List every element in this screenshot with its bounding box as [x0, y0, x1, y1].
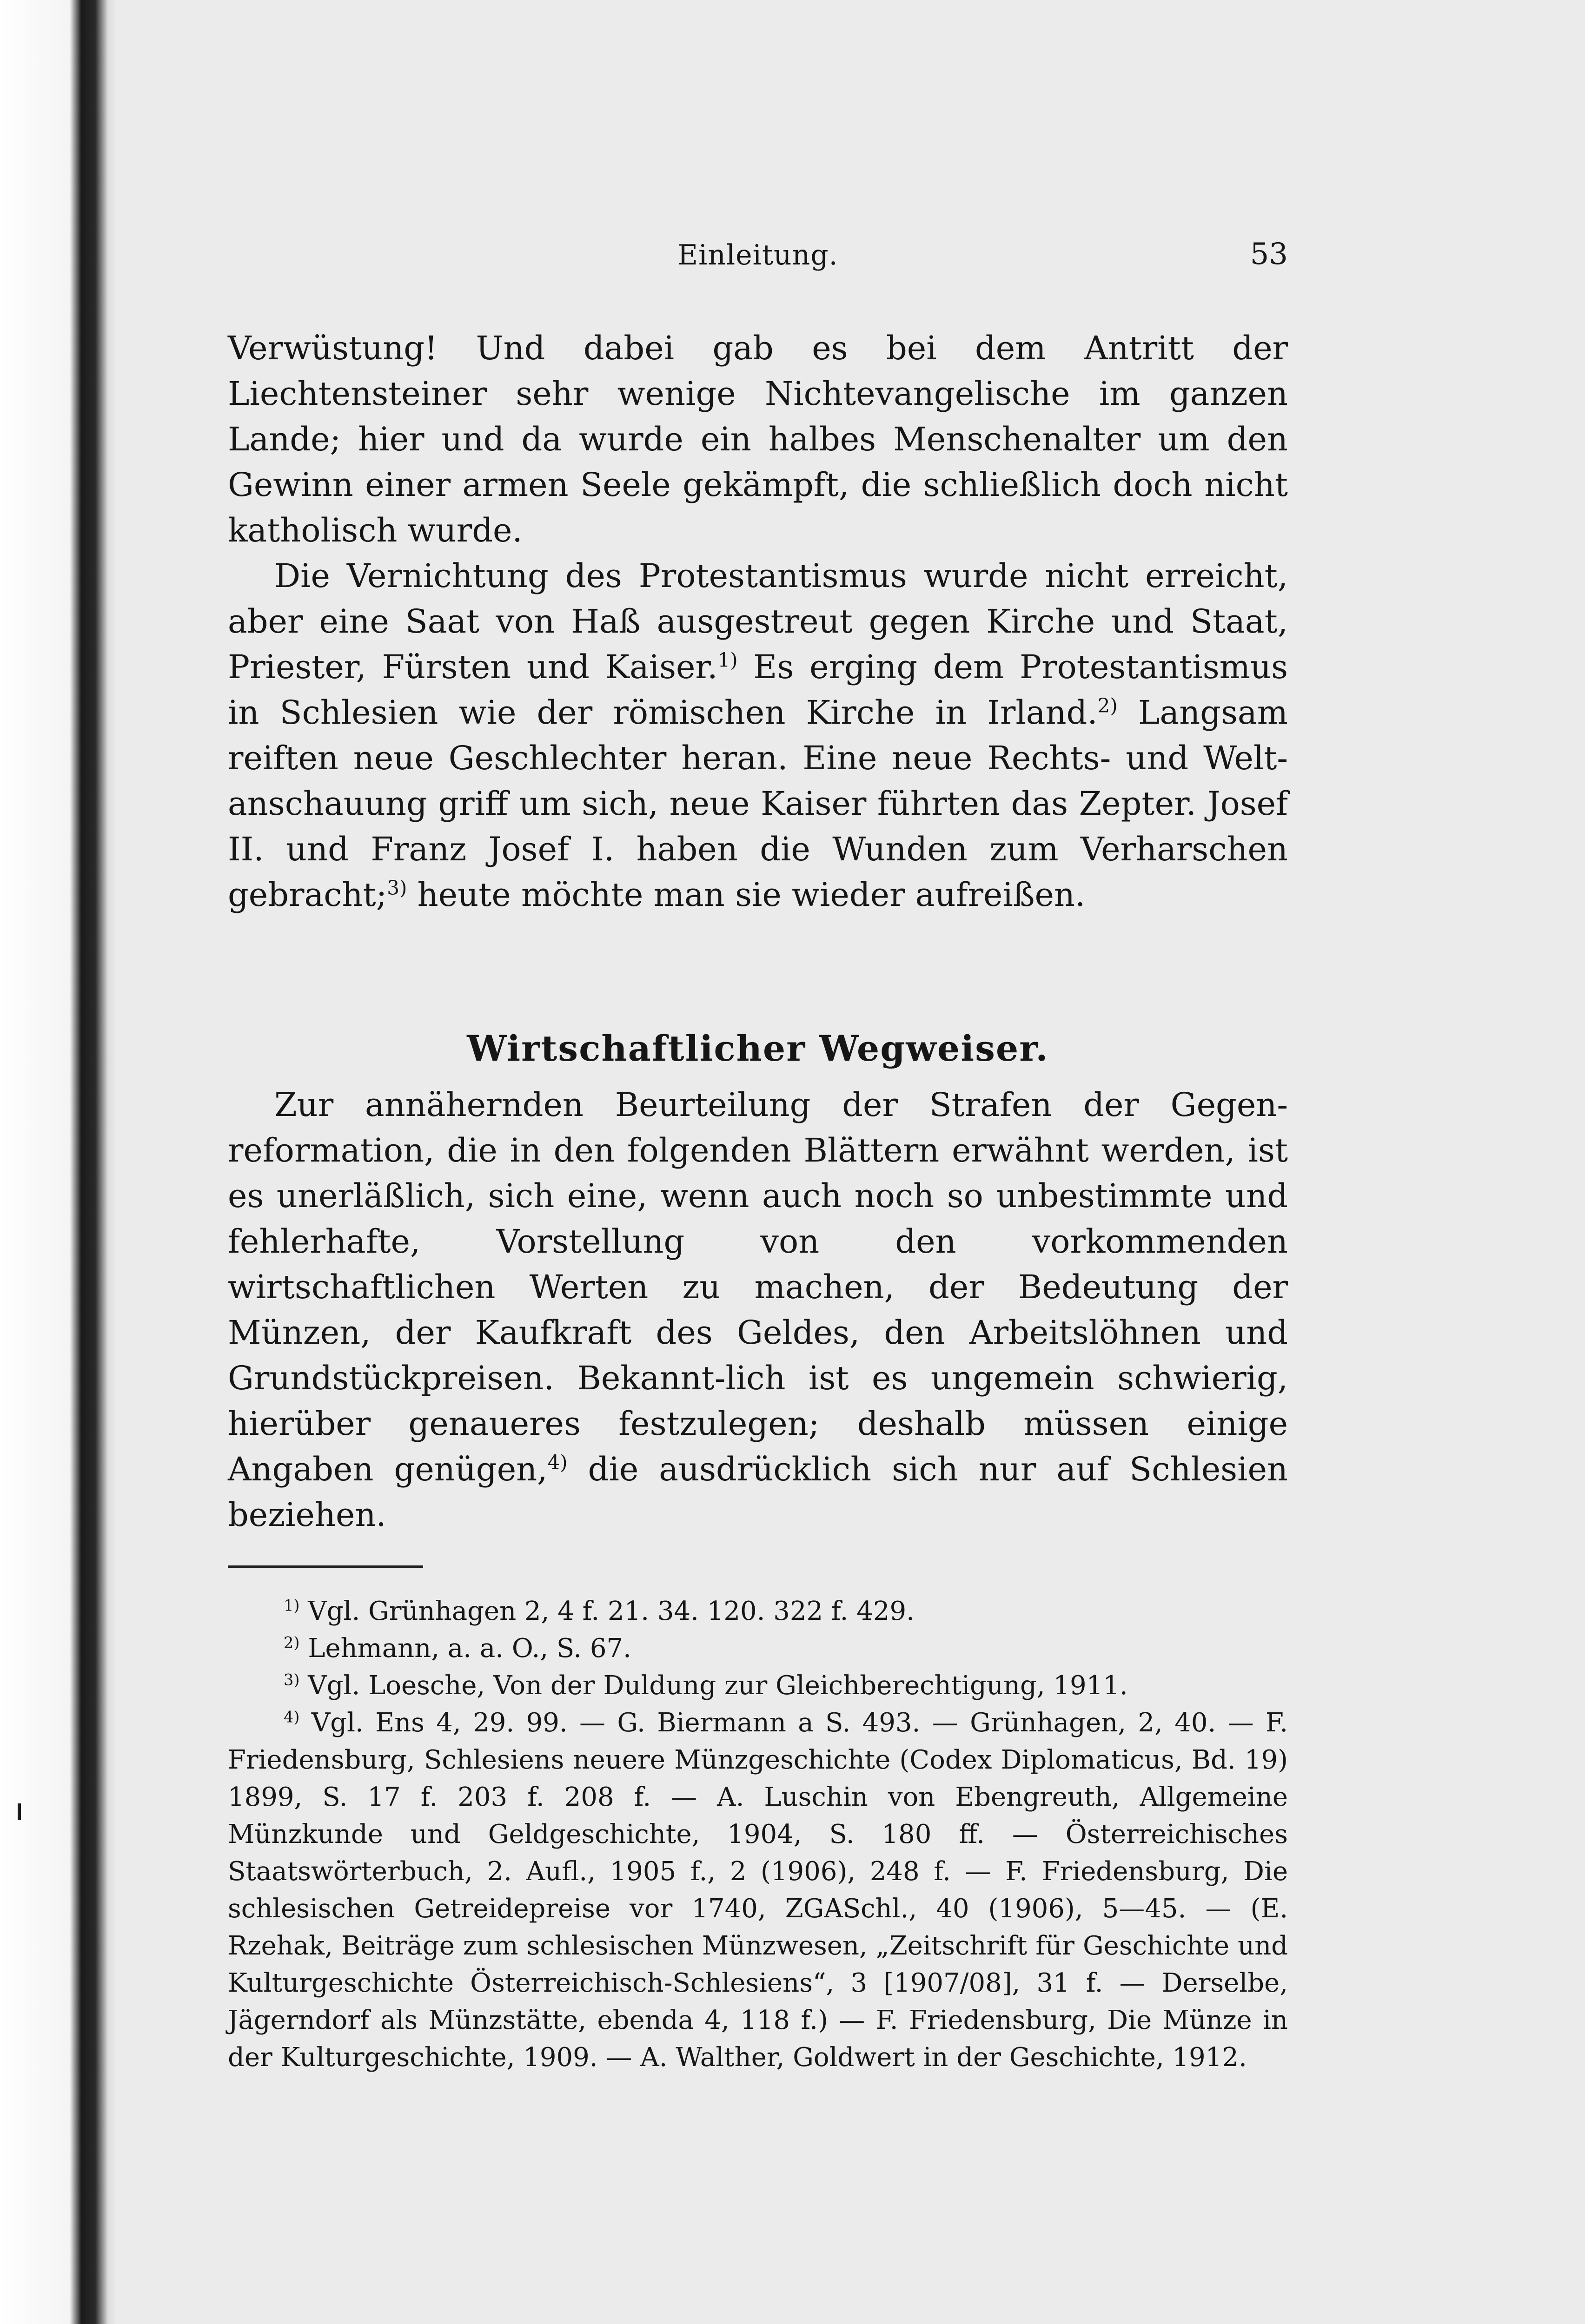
- paragraph-protestantism: [228, 553, 1288, 918]
- footnote-mark: 4): [284, 1708, 300, 1726]
- footnote-mark: 2): [284, 1633, 300, 1652]
- paragraph-economic-guide: [228, 1082, 1288, 1538]
- page-number: 53: [1250, 237, 1288, 271]
- paragraph-text: Es erging dem Protestantismus in Schlesien wie der römischen Kirche in Irland.: [228, 648, 1288, 732]
- section-heading: Wirtschaftlicher Wegweiser.: [467, 1028, 1049, 1069]
- footnote-3: [228, 1667, 1288, 1704]
- paragraph-text: Langsam reiften neue Geschlechter heran. Eine neue Rechts- und Welt-anschauung griff um sich, neue Kaiser führten das Zepter. Josef II. und Franz Josef I. haben die Wunden zum Verharschen gebracht;: [228, 693, 1288, 914]
- paragraph-text: Die Vernichtung des Protestantismus wurde nicht erreicht, aber eine Saat von Haß ausgestreut gegen Kirche und Staat, Priester, Fürsten und Kaiser.: [228, 557, 1288, 686]
- paragraph-text: Zur annähernden Beurteilung der Strafen der Gegen-reformation, die in den folgenden Blättern erwähnt werden, ist es unerläßlich, sich eine, wenn auch noch so unbestimmte und fehlerhafte, Vorstellung von den vorkommenden wirtschaftlichen Werten zu machen, der Bedeutung der Münzen, der Kaufkraft des Geldes, den Arbeitslöhnen und Grundstückpreisen. Bekannt-lich ist es ungemein schwierig, hierüber genaueres festzulegen; deshalb müssen einige Angaben genügen,: [228, 1086, 1288, 1488]
- footnote-mark: 1): [284, 1596, 300, 1615]
- footnote-4: [228, 1704, 1288, 2076]
- footnote-text: Vgl. Grünhagen 2, 4 f. 21. 34. 120. 322 f. 429.: [299, 1596, 915, 1626]
- running-title: Einleitung.: [677, 239, 838, 271]
- footnote-reference-1: 1): [717, 648, 738, 672]
- paragraph-text: die ausdrücklich sich nur auf Schlesien beziehen.: [228, 1450, 1288, 1534]
- footnotes: [228, 1593, 1288, 2076]
- footnote-reference-2: 2): [1097, 694, 1118, 717]
- footnote-text: Lehmann, a. a. O., S. 67.: [299, 1633, 631, 1664]
- footnote-separator-rule: [228, 1565, 423, 1568]
- footnote-2: [228, 1630, 1288, 1667]
- footnote-reference-3: 3): [387, 876, 407, 899]
- footnote-text: Vgl. Loesche, Von der Duldung zur Gleichberechtigung, 1911.: [299, 1670, 1128, 1701]
- scanned-page-edge: [0, 0, 116, 2324]
- footnote-text: Vgl. Ens 4, 29. 99. — G. Biermann a S. 493. — Grünhagen, 2, 40. — F. Friedensburg, Schlesiens neuere Münzgeschichte (Codex Diplomaticus, Bd. 19) 1899, S. 17 f. 203 f. 208 f. — A. Luschin von Ebengreuth, Allgemeine Münzkunde und Geldgeschichte, 1904, S. 180 ff. — Österreichisches Staatswörterbuch, 2. Aufl., 1905 f., 2 (1906), 248 f. — F. Friedensburg, Die schlesischen Getreidepreise vor 1740, ZGASchl., 40 (1906), 5—45. — (E. Rzehak, Beiträge zum schlesischen Münzwesen, „Zeitschrift für Geschichte und Kulturgeschichte Österreichisch-Schlesiens“, 3 [1907/08], 31 f. — Derselbe, Jägerndorf als Münzstätte, ebenda 4, 118 f.) — F. Friedensburg, Die Münze in der Kulturgeschichte, 1909. — A. Walther, Goldwert in der Geschichte, 1912.: [228, 1708, 1288, 2073]
- footnote-reference-4: 4): [547, 1451, 568, 1474]
- book-page: [228, 232, 1288, 2076]
- footnote-1: [228, 1593, 1288, 1630]
- paragraph-text: heute möchte man sie wieder aufreißen.: [407, 876, 1086, 914]
- paragraph-continuation: Verwüstung! Und dabei gab es bei dem Antritt der Liechtensteiner sehr wenige Nichtevangelische im ganzen Lande; hier und da wurde ein halbes Menschenalter um den Gewinn einer armen Seele gekämpft, die schließlich doch nicht katholisch wurde.: [228, 329, 1288, 549]
- running-header: [228, 232, 1288, 274]
- scan-artifact-mark: [18, 1803, 21, 1820]
- footnote-mark: 3): [284, 1670, 300, 1689]
